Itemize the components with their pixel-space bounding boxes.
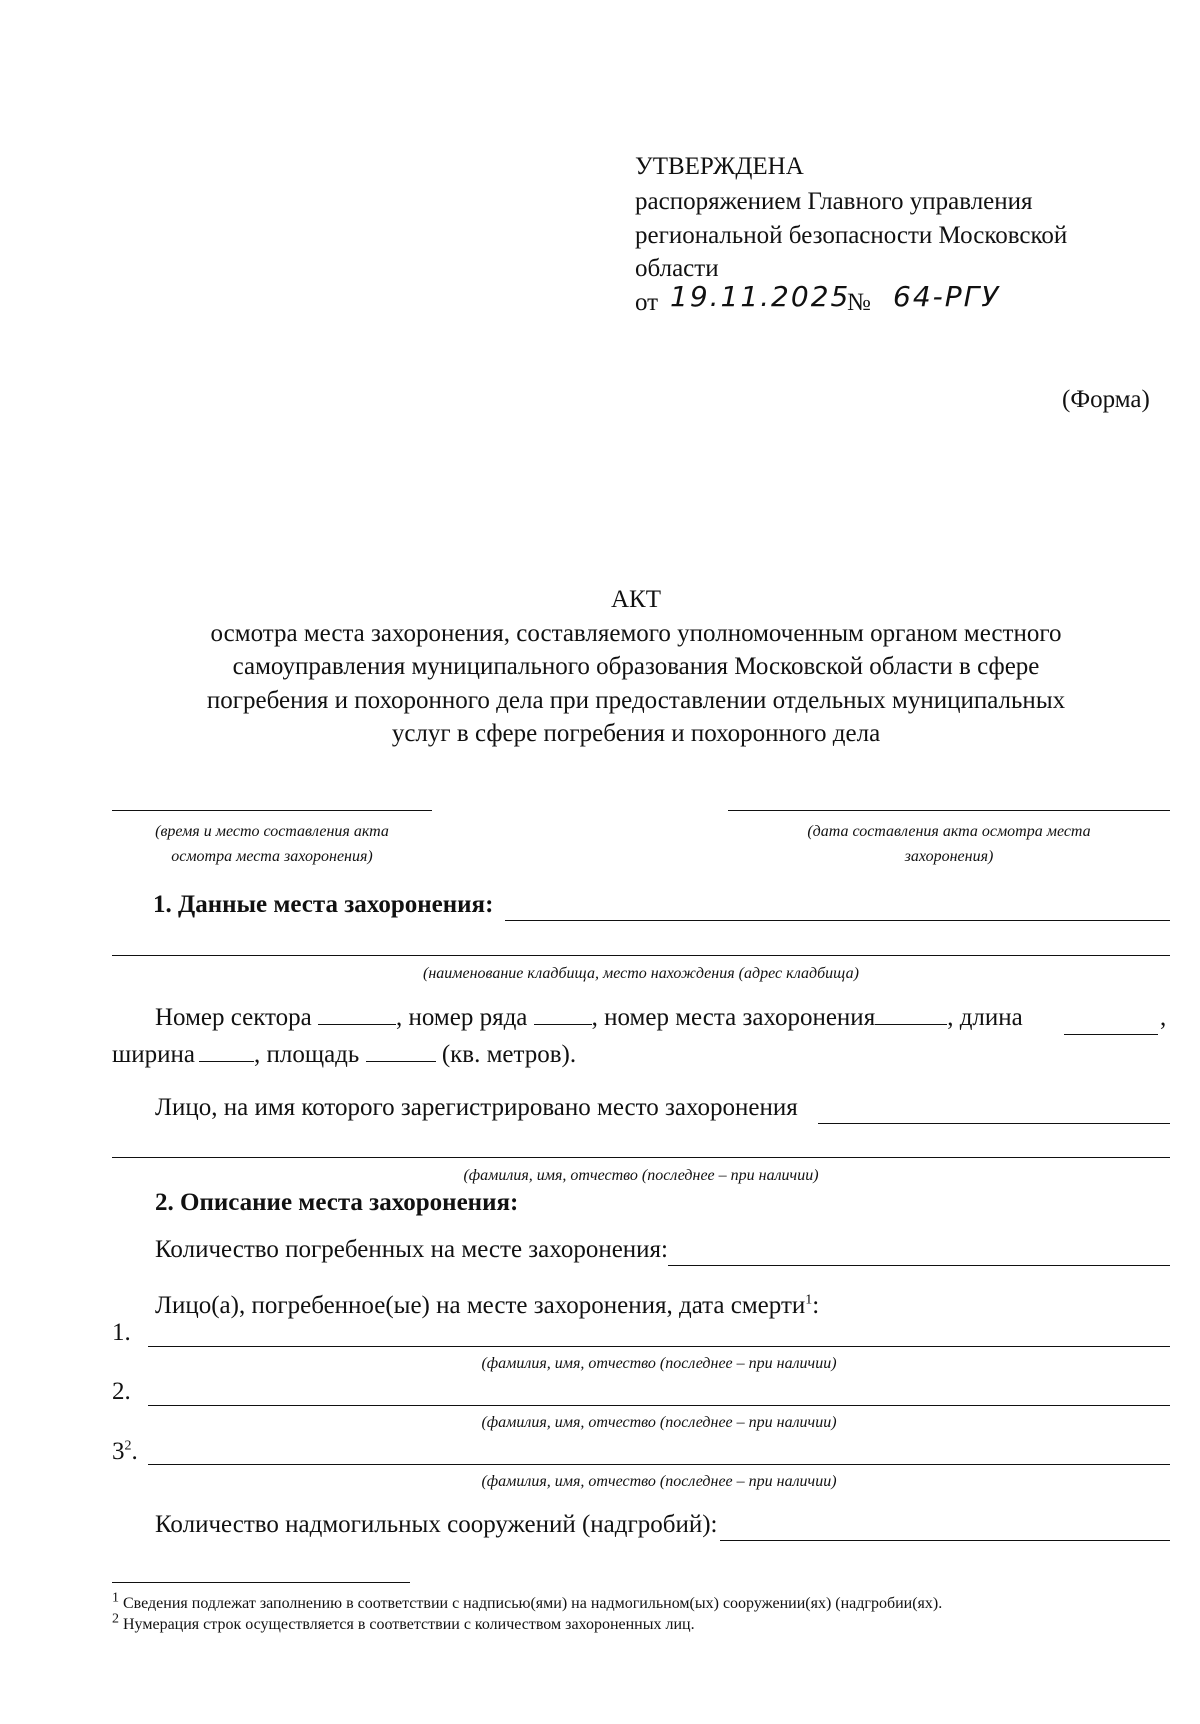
person-row-3-dot: . — [131, 1438, 138, 1465]
approval-date-handwritten: 19.11.2025 — [670, 280, 851, 313]
person-row-3-number: 3 — [112, 1438, 125, 1465]
date-blank-line — [728, 810, 1170, 811]
person-row-2-field[interactable] — [148, 1405, 1170, 1406]
person-row-3-caption: (фамилия, имя, отчество (последнее – при наличии) — [481, 1473, 837, 1490]
length-label: , длина — [947, 1004, 1023, 1031]
person-row-3-number-wrap — [112, 1437, 138, 1467]
person-row-2-caption: (фамилия, имя, отчество (последнее – при наличии) — [481, 1414, 837, 1431]
approval-date-prefix: от — [635, 289, 659, 316]
persons-label: Лицо(а), погребенное(ые) на месте захоронения, дата смерти — [155, 1292, 806, 1319]
approval-number-handwritten: 64-РГУ — [893, 280, 1001, 313]
sector-row — [155, 1003, 1023, 1033]
footnote-1-mark: 1 — [112, 1590, 119, 1606]
length-comma: , — [1160, 1004, 1167, 1031]
area-field[interactable] — [366, 1041, 436, 1062]
footnote-2 — [112, 1611, 695, 1635]
act-heading: АКТ — [611, 586, 661, 613]
registered-person-field[interactable] — [818, 1123, 1170, 1124]
person-row-1-number: 1. — [112, 1319, 131, 1346]
monuments-label: Количество надмогильных сооружений (надгробий): — [155, 1511, 718, 1538]
registered-person-caption: (фамилия, имя, отчество (последнее – при наличии) — [463, 1167, 819, 1184]
persons-colon: : — [812, 1292, 820, 1319]
place-time-blank-line — [112, 810, 432, 811]
area-label: , площадь — [253, 1041, 360, 1068]
approval-line-2: региональной безопасности Московской — [635, 222, 1068, 249]
act-title-line-4: услуг в сфере погребения и похоронного дела — [391, 720, 881, 747]
form-label: (Форма) — [1062, 386, 1150, 413]
monuments-field[interactable] — [720, 1540, 1170, 1541]
approval-line-3: области — [635, 255, 719, 282]
approval-number-prefix: № — [847, 289, 871, 316]
date-caption-1: (дата составления акта осмотра места — [807, 823, 1091, 840]
date-caption-2: захоронения) — [904, 848, 994, 865]
act-title-line-3: погребения и похоронного дела при предоставлении отдельных муниципальных — [206, 687, 1066, 714]
section-1-heading: 1. Данные места захоронения: — [153, 891, 494, 918]
place-label: , номер места захоронения — [591, 1004, 876, 1031]
footnote-1-text: Сведения подлежат заполнению в соответствии с надписью(ями) на надмогильном(ых) сооружении(ях) (надгробии(ях). — [119, 1595, 943, 1612]
footnote-1 — [112, 1590, 943, 1614]
act-title-line-2: самоуправления муниципального образования Московской области в сфере — [232, 653, 1040, 680]
section-1-blank-line — [505, 920, 1170, 921]
persons-label-line — [155, 1291, 819, 1321]
footnote-2-mark: 2 — [112, 1611, 119, 1627]
buried-count-field[interactable] — [668, 1265, 1170, 1266]
person-row-1-caption: (фамилия, имя, отчество (последнее – при наличии) — [481, 1355, 837, 1372]
approval-heading: УТВЕРЖДЕНА — [635, 153, 804, 180]
sector-label: Номер сектора — [155, 1004, 312, 1031]
registered-person-label: Лицо, на имя которого зарегистрировано место захоронения — [155, 1094, 798, 1121]
place-time-caption-2: осмотра места захоронения) — [171, 848, 373, 865]
sector-field[interactable] — [318, 1004, 396, 1025]
row-label: , номер ряда — [396, 1004, 528, 1031]
cemetery-caption: (наименование кладбища, место нахождения (адрес кладбища) — [423, 965, 859, 982]
person-row-3-field[interactable] — [148, 1464, 1170, 1465]
registered-person-line-2 — [112, 1157, 1170, 1158]
footnote-ref-1: 1 — [805, 1292, 813, 1308]
person-row-2-number: 2. — [112, 1378, 131, 1405]
footnote-separator — [112, 1582, 410, 1583]
cemetery-blank-line — [112, 955, 1170, 956]
footnote-ref-2: 2 — [124, 1438, 132, 1454]
section-2-heading: 2. Описание места захоронения: — [155, 1189, 519, 1216]
width-row — [112, 1040, 576, 1070]
footnote-2-text: Нумерация строк осуществляется в соответствии с количеством захороненных лиц. — [119, 1616, 695, 1633]
width-label: ширина — [112, 1041, 195, 1068]
length-field[interactable] — [1064, 1034, 1158, 1035]
units-label: (кв. метров). — [441, 1041, 577, 1068]
place-field[interactable] — [875, 1004, 947, 1025]
place-time-caption-1: (время и место составления акта — [155, 823, 389, 840]
buried-count-label: Количество погребенных на месте захоронения: — [155, 1236, 669, 1263]
width-field[interactable] — [199, 1041, 254, 1062]
approval-line-1: распоряжением Главного управления — [635, 188, 1033, 215]
row-field[interactable] — [534, 1004, 592, 1025]
act-title-line-1: осмотра места захоронения, составляемого уполномоченным органом местного — [210, 620, 1062, 647]
person-row-1-field[interactable] — [148, 1346, 1170, 1347]
